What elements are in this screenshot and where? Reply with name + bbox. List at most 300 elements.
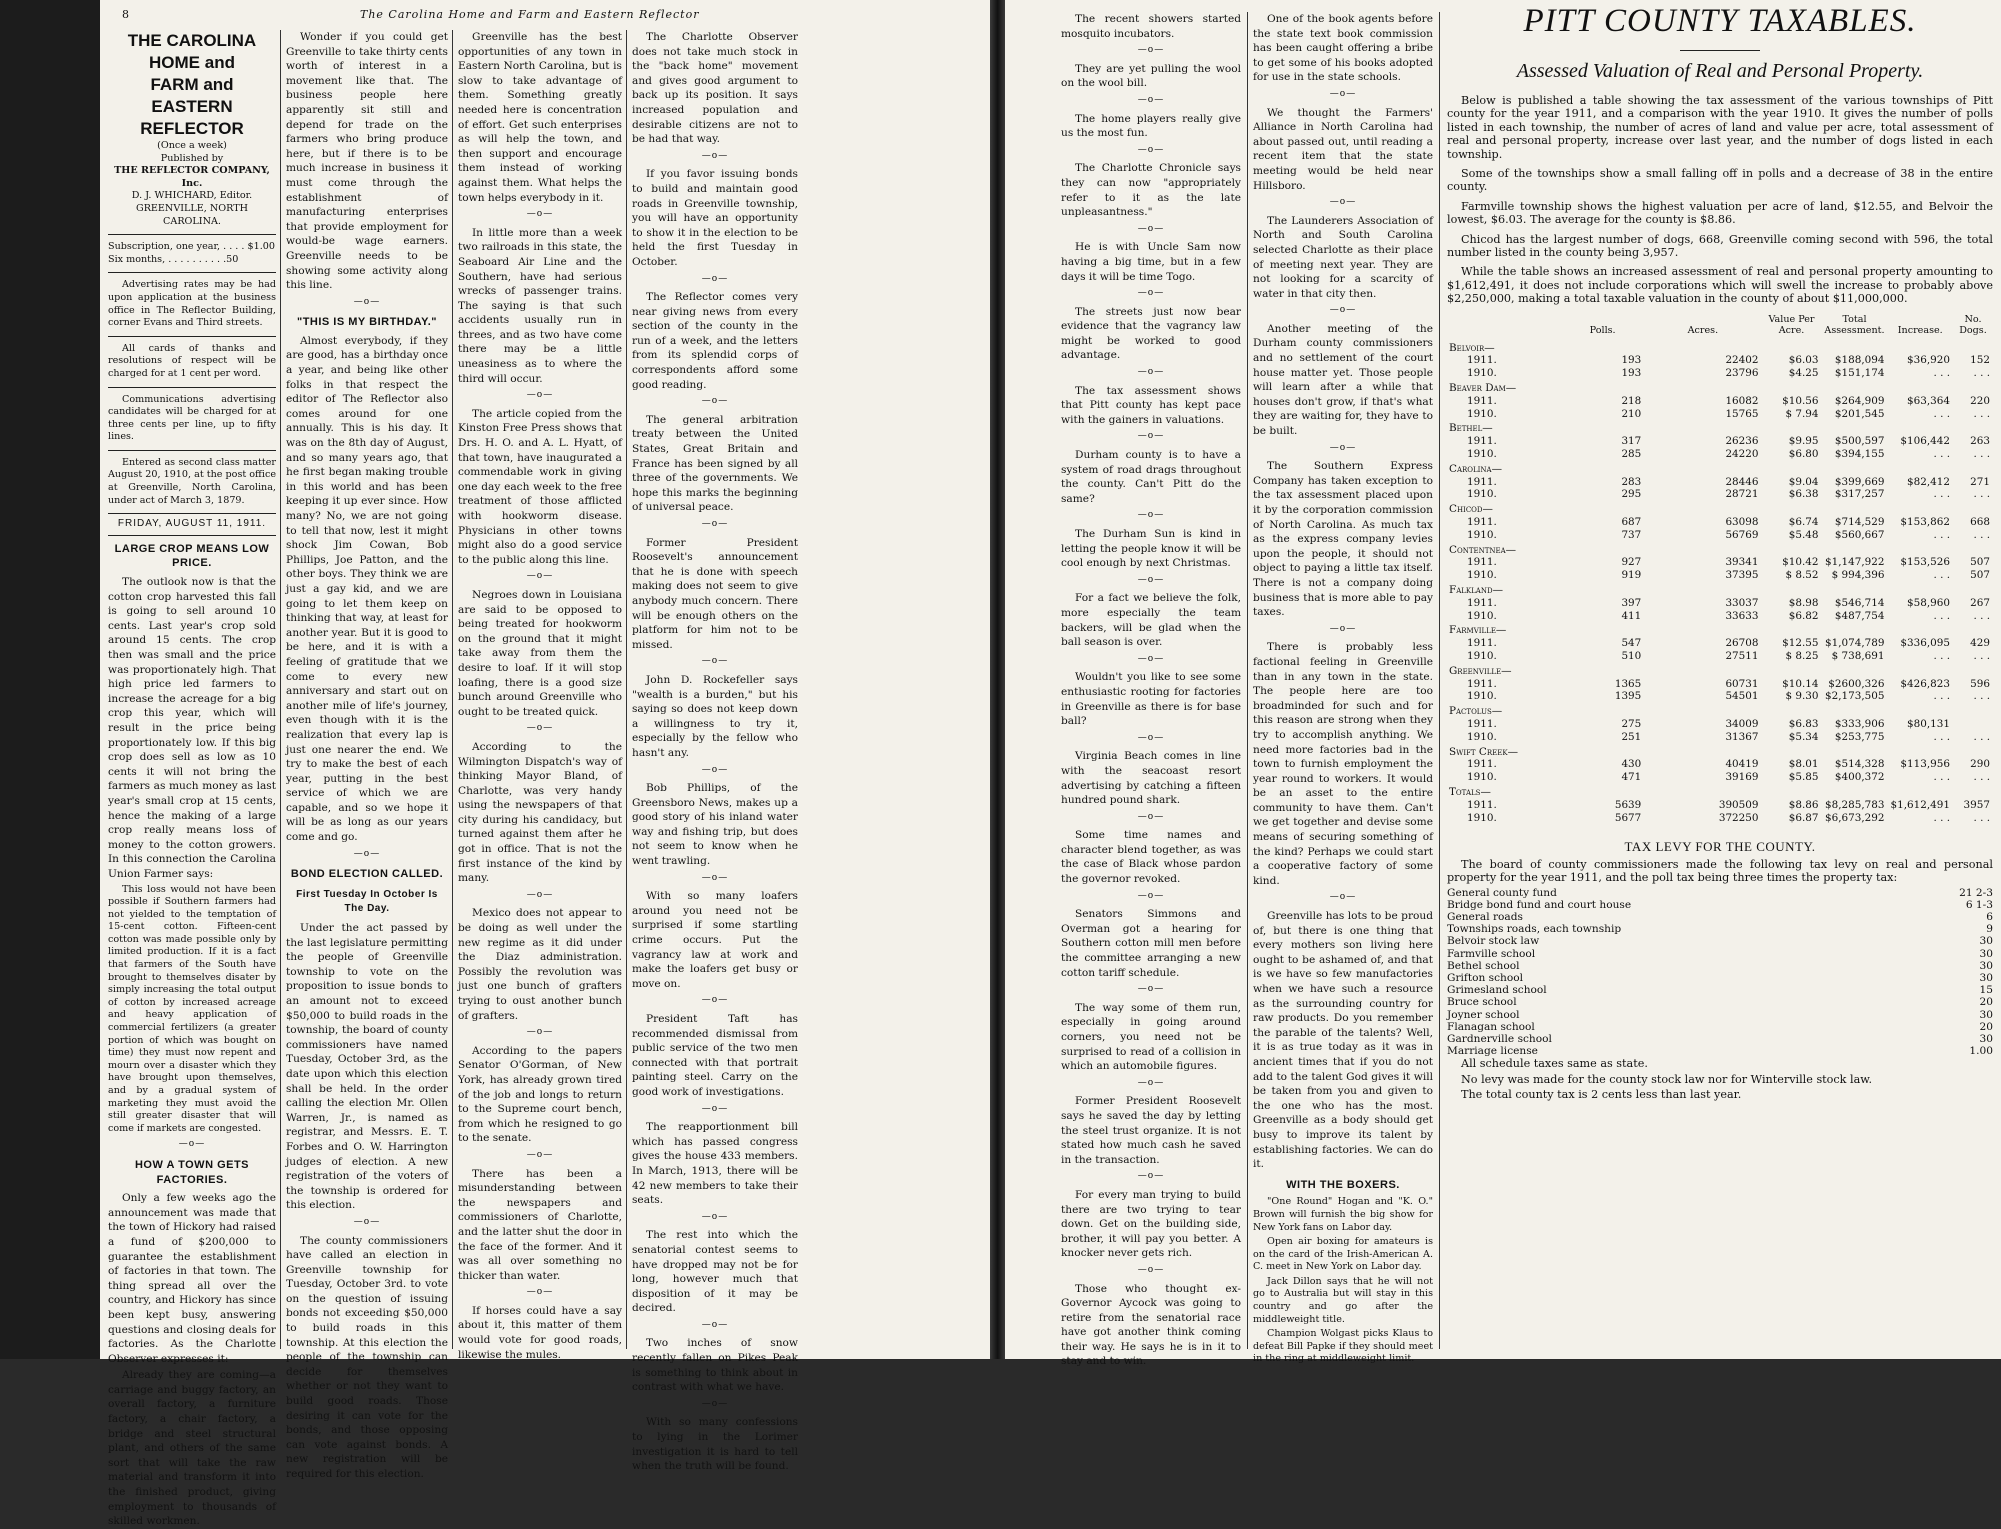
table-cell: . . .: [1933, 730, 1950, 743]
table-cell: 507: [1970, 569, 1990, 582]
paragraph: There has been a misunderstanding between the newspapers and commissioners of Charlotte, and the latter shut the door in the face of the former. And it was all over something no thicker than water.: [458, 1167, 622, 1282]
boxers-item: Open air boxing for amateurs is on the card of the Irish-American A. C. meet in New York on Labor day.: [1253, 1236, 1433, 1273]
table-cell: [1953, 718, 1993, 731]
table-cell: $400,372: [1834, 771, 1885, 784]
paragraph: We thought the Farmers' Alliance in North Carolina had about passed out, until reading a recent item that the state meeting would be held near Hillsboro.: [1253, 106, 1433, 192]
paragraph: Greenville has lots to be proud of, but there is one thing that every mothers son living here ought to be ashamed of, and that is we have so few manufactories when we have such a resource as the surrounding country for raw products. Do you remember the parable of the talents? Well, it is as true today as it was in ancient times that if you do not add to the talent God gives it will be taken from you and given to the one who has the most. Greenville as a body should get busy to improve its talent by establishing factories. We can do it.: [1253, 910, 1433, 1171]
year-cell: 1910.: [1467, 367, 1497, 380]
ornament: —o—: [526, 1027, 554, 1038]
table-cell: $333,906: [1834, 718, 1885, 730]
ornament: —o—: [701, 1319, 729, 1330]
ornament: —o—: [353, 1216, 381, 1227]
table-cell: . . .: [1933, 367, 1950, 380]
levy-row: [1447, 984, 1993, 996]
ornament: —o—: [701, 872, 729, 883]
large-crop-quote: This loss would not have been possible if Southern farmers had not yielded to the temptation of 15-cent cotton. Fifteen-cent cotton was made possible only by limited production. If it is a fact that farmers of the South have brought to themselves disater by simply increasing the total output of cotton by increased acreage and heavy application of commercial fertilizers (a greater portion of which was bought on time) they must now repent and mourn over a disaster which they have brought upon themselves, and by a gradual system of marketing they must avoid the still greater disaster that will come if markets are congested.: [108, 883, 276, 1134]
table-row: [1447, 408, 1993, 421]
table-cell: $6.87: [1788, 811, 1819, 824]
table-cell: 28446: [1725, 475, 1759, 488]
table-cell: $153,862: [1900, 516, 1950, 529]
large-crop-heading: LARGE CROP MEANS LOW PRICE.: [114, 542, 270, 570]
page-number: 8: [122, 8, 129, 21]
paragraph: Two inches of snow recently fallen on Pikes Peak is something to think about in contrast with what we have.: [632, 1337, 798, 1394]
levy-value: 30: [1979, 972, 1993, 985]
table-cell: 33037: [1725, 596, 1759, 609]
township-name: Greenville—: [1449, 664, 1512, 677]
township-row: [1447, 340, 1993, 355]
table-cell: 283: [1621, 475, 1642, 488]
table-cell: $36,920: [1907, 354, 1950, 367]
paragraph: The general arbitration treaty between the United States, Great Britain and France has been signed by all three of the governments. We hope this marks the beginning of universal peace.: [632, 413, 798, 514]
township-name: Bethel—: [1449, 422, 1493, 435]
table-row: [1447, 354, 1993, 367]
table-cell: $5.85: [1788, 771, 1819, 784]
levy-value: 20: [1979, 1020, 1993, 1033]
table-row: [1447, 799, 1993, 812]
township-row: [1447, 420, 1993, 435]
large-crop-paragraph: The outlook now is that the cotton crop harvested this fall is going to sell around 10 cents. Last year's crop sold around 15 cents. The crop then was small and the price was proportionately high. That high price led farmers to increase the acreage for a big crop this year, which will result in the price being proportionately low. If this big crop does sell as low as 10 cents it will not bring the farmers as much money as last year's small crop at 15 cents, hence the making of a large crop really means loss of money to the cotton growers. In this connection the Carolina Union Farmer says:: [108, 576, 276, 880]
paragraph: The rest into which the senatorial contest seems to have dropped may not be for long, however much that disposition of it may be decired.: [632, 1229, 798, 1315]
year-cell: 1911.: [1467, 677, 1497, 690]
township-row: [1447, 380, 1993, 395]
table-row: [1447, 731, 1993, 744]
table-row: [1447, 488, 1993, 501]
levy-note-1: All schedule taxes same as state.: [1461, 1057, 1648, 1071]
table-row: [1447, 812, 1993, 825]
column-rule: [452, 30, 453, 1349]
levy-label: Belvoir stock law: [1447, 935, 1540, 948]
paragraph: The reapportionment bill which has passed congress gives the house 433 members. In March, 1913, there will be 42 new members to take their seats.: [632, 1121, 798, 1207]
table-cell: $317,257: [1834, 488, 1885, 501]
table-row: [1447, 718, 1993, 731]
table-cell: $560,667: [1834, 528, 1885, 541]
table-cell: . . .: [1973, 448, 1990, 461]
paragraph: Former President Roosevelt says he saved the day by letting the steel trust organize. It is not stated how much cash he saved in the transaction.: [1061, 1095, 1241, 1166]
table-cell: 251: [1621, 730, 1642, 743]
factories-paragraph-1: Only a few weeks ago the announcement was made that the town of Hickory had raised a fund of $200,000 to guarantee the establishment of factories in that town. The thing spread all over the country, and Hickory has since been kept busy, answering questions and closing deals for factories. As the Charlotte Observer expresses it:: [108, 1192, 276, 1365]
paragraph: If you favor issuing bonds to build and maintain good roads in Greenville township, you will have an opportunity to show it in the election to be held the first Tuesday in October.: [632, 168, 798, 268]
table-cell: . . .: [1933, 771, 1950, 784]
ornament: —o—: [526, 390, 554, 401]
table-row: [1447, 476, 1993, 489]
table-cell: 40419: [1725, 758, 1759, 771]
column-3: [458, 30, 622, 1361]
table-cell: . . .: [1973, 690, 1990, 703]
masthead-frequency: (Once a week): [157, 140, 227, 151]
table-cell: . . .: [1973, 730, 1990, 743]
table-cell: $8.98: [1788, 596, 1819, 609]
table-cell: $2600,326: [1828, 677, 1885, 690]
paragraph: The tax assessment shows that Pitt county has kept pace with the gainers in valuations.: [1061, 384, 1241, 426]
levy-label: General county fund: [1447, 886, 1557, 899]
paragraph: Negroes down in Louisiana are said to be opposed to being treated for hookworm on the ground that it might take away from them the desire to loaf. If it will stop loafing, there is a good size bunch around Greenville who ought to be treated quick.: [458, 588, 622, 718]
table-cell: 1395: [1614, 690, 1642, 703]
year-cell: 1910.: [1467, 690, 1497, 703]
birthday-paragraph: Almost everybody, if they are good, has a birthday once a year, and being like other folks in that respect the editor of The Reflector also comes around for one annually. This is his day. It was on the 8th day of August, and so many years ago, that he first began making trouble in this world and has been keeping it up ever since. How many? No, we are not going to tell that now, lest it might shock Jim Cowan, Bob Phillips, Joe Patton, and the other boys. They think we are just a gay kid, and we are going to let them keep on thinking that way, at least for another year. But it is good to be here, and it is with a feeling of gratitude that we come to every new anniversary and start out on another mile of life's journey, even though with it is the realization that every lap is just one nearer the end. We try to make the best of each year, putting in the best service of which we are capable, and so we hope it will be as long as our years come and go.: [286, 334, 448, 844]
levy-row: [1447, 899, 1993, 911]
table-cell: 295: [1621, 488, 1642, 501]
paragraph: The Launderers Association of North and South Carolina selected Charlotte as their place of meeting next year. They are not looking for a scarcity of water in that city then.: [1253, 214, 1433, 300]
table-cell: . . .: [1933, 488, 1950, 501]
township-row: [1447, 542, 1993, 557]
year-cell: 1910.: [1467, 730, 1497, 743]
column-rule: [1439, 12, 1440, 1349]
factories-paragraph-3: Wonder if you could get Greenville to take thirty cents worth of interest in a movement like that. The business people here apparently sit still and depend for trade on the farmers who bring produce here, but if there is to be much increase in business it must come through the establishment of manufacturing enterprises that provide employment for would-be wage earners. Greenville needs to be showing some activity along this line.: [286, 31, 448, 292]
table-header-row: [1447, 314, 1993, 340]
year-cell: 1911.: [1467, 718, 1497, 730]
table-cell: $500,597: [1834, 435, 1885, 448]
table-cell: . . .: [1933, 528, 1950, 541]
paragraph: If horses could have a say about it, this matter of them would vote for good roads, likewise the mules.: [458, 1304, 622, 1361]
running-title: The Carolina Home and Farm and Eastern Reflector: [360, 8, 700, 21]
township-name: Chicod—: [1449, 503, 1493, 516]
table-cell: 285: [1621, 448, 1642, 461]
paragraph: Some time names and character blend together, as was the case of Black whose pardon the governor revoked.: [1061, 829, 1241, 886]
levy-value: 30: [1979, 1033, 1993, 1046]
year-cell: 1911.: [1467, 354, 1497, 367]
paragraph: Greenville has the best opportunities of any town in Eastern North Carolina, but is slow to take advantage of them. Something greatly needed here is concentration of effort. Get such enterprises as will help the town, and then support and encourage them instead of working against them. What helps the town helps everybody in it.: [458, 31, 622, 204]
table-row: [1447, 758, 1993, 771]
ornament: —o—: [701, 273, 729, 284]
factories-paragraph-2: Already they are coming—a carriage and buggy factory, an overall factory, a furniture factory, a chair factory, a bridge and steel structural plant, and others of the same sort that will take the raw material and transform it into the finished product, giving employment to thousands of skilled workmen.: [108, 1369, 276, 1528]
column-header: Total Assessment.: [1824, 313, 1885, 336]
ornament: —o—: [1137, 653, 1165, 664]
levy-label: Grimesland school: [1447, 984, 1547, 997]
paragraph: According to the papers Senator O'Gorman, of New York, has already grown tired of the job and longs to return to the Supreme court bench, from which he resigned to go to the senate.: [458, 1044, 622, 1145]
ornament: —o—: [526, 209, 554, 220]
year-cell: 1911.: [1467, 435, 1497, 448]
column-header: Acres.: [1687, 324, 1719, 336]
candidates-notice: Communications advertising candidates will be charged for at three cents per line, up to fifty lines.: [108, 393, 276, 443]
cards-of-thanks: All cards of thanks and resolutions of respect will be charged for at 1 cent per word.: [108, 342, 276, 379]
township-name: Carolina—: [1449, 462, 1502, 475]
levy-label: Bruce school: [1447, 996, 1517, 1009]
ornament: —o—: [1137, 890, 1165, 901]
table-cell: $10.56: [1782, 394, 1819, 407]
table-cell: $ 8.52: [1785, 569, 1819, 582]
table-cell: $113,956: [1900, 758, 1950, 771]
township-name: Contentnea—: [1449, 543, 1517, 556]
table-cell: . . .: [1933, 569, 1950, 582]
year-cell: 1911.: [1467, 516, 1497, 529]
table-cell: 429: [1970, 637, 1990, 650]
ornament: —o—: [526, 1149, 554, 1160]
table-cell: $399,669: [1834, 475, 1885, 488]
table-cell: 263: [1970, 435, 1990, 448]
table-cell: $394,155: [1834, 448, 1885, 461]
levy-row: [1447, 1033, 1993, 1045]
table-cell: 39341: [1725, 556, 1759, 569]
ornament: —o—: [1137, 94, 1165, 105]
table-cell: 15765: [1725, 407, 1759, 420]
levy-label: General roads: [1447, 911, 1523, 923]
table-cell: $9.04: [1788, 475, 1819, 488]
column-1: [108, 30, 276, 1528]
ornament: —o—: [701, 150, 729, 161]
ornament: —o—: [701, 519, 729, 529]
table-cell: $58,960: [1907, 596, 1950, 609]
ornament: —o—: [1329, 623, 1357, 634]
table-cell: 397: [1621, 596, 1642, 609]
table-cell: $12.55: [1782, 637, 1819, 650]
table-row: [1447, 637, 1993, 650]
levy-row: [1447, 887, 1993, 899]
levy-row: [1447, 935, 1993, 947]
paragraph: For a fact we believe the folk, more especially the team backers, will be glad when the ball season is over.: [1061, 592, 1241, 649]
table-row: [1447, 771, 1993, 784]
table-cell: 152: [1970, 354, 1990, 367]
table-row: [1447, 650, 1993, 663]
taxables-paragraph-1: Below is published a table showing the tax assessment of the various townships of Pitt county for the year 1911, and a comparison with the year 1910. It gives the number of polls listed in each township, the number of acres of land and value per acre, total assessment of real and personal property, increase over last year, and the number of dogs listed in each township.: [1447, 94, 1993, 161]
column-header: Increase.: [1897, 324, 1943, 336]
table-cell: 26708: [1725, 637, 1759, 650]
ornament: —o—: [701, 396, 729, 407]
paragraph: The recent showers started mosquito incubators.: [1061, 13, 1241, 40]
column-rule: [626, 30, 627, 1349]
table-cell: 26236: [1725, 435, 1759, 448]
column-rule: [280, 30, 281, 1349]
township-name: Farmville—: [1449, 624, 1507, 637]
table-cell: 919: [1621, 569, 1642, 582]
paragraph: President Taft has recommended dismissal from public service of the two men connected with that portrait painting steel. Carry on the good work of investigations.: [632, 1013, 798, 1098]
table-cell: $253,775: [1834, 730, 1885, 743]
ornament: —o—: [1137, 732, 1165, 743]
table-cell: $188,094: [1834, 354, 1885, 367]
paragraph: The Southern Express Company has taken exception to the tax assessment placed upon it by the corporation commission of North Carolina. As much tax as the express company levies upon the people, it should not object to paying a little tax itself. There is not a company doing business that is more able to pay taxes.: [1253, 460, 1433, 619]
paragraph: Mexico does not appear to be doing as well under the new regime as it did under the Diaz administration. Possibly the revolution was just one bunch of grafters trying to oust another bunch of grafters.: [458, 907, 622, 1022]
levy-value: 30: [1979, 947, 1993, 960]
levy-note-3: The total county tax is 2 cents less than last year.: [1461, 1088, 1742, 1102]
levy-row: [1447, 948, 1993, 960]
column-header: No. Dogs.: [1959, 313, 1987, 336]
year-cell: 1911.: [1467, 637, 1497, 650]
table-cell: 33633: [1725, 609, 1759, 622]
paragraph: The home players really give us the most fun.: [1061, 112, 1241, 140]
paragraph: With so many loafers around you need not be surprised if some startling crime occurs. Put the vagrancy law at work and make the loafers get busy or move on.: [632, 890, 798, 990]
ornament: —o—: [701, 995, 729, 1006]
township-row: [1447, 703, 1993, 718]
levy-intro: The board of county commissioners made the following tax levy on real and personal property for the year 1911, and the poll tax being three times the property tax:: [1447, 857, 1993, 885]
levy-value: 30: [1979, 935, 1993, 948]
township-row: [1447, 501, 1993, 516]
table-cell: $426,823: [1900, 677, 1950, 690]
paragraph: Durham county is to have a system of road drags throughout the county. Can't Pitt do the same?: [1061, 449, 1241, 505]
bond-paragraph-2: The county commissioners have called an election in Greenville township for Tuesday, October 3rd. to vote on the question of issuing bonds not exceeding $50,000 to build roads in this township. At this election the people of the township can decide for themselves whether or not they want to build good roads. Those desiring it can vote for the bonds, and those opposing can vote against bonds. A new registration will be required for this election.: [286, 1234, 448, 1480]
ornament: —o—: [701, 656, 729, 667]
table-cell: $487,754: [1834, 609, 1885, 622]
table-cell: 63098: [1725, 516, 1759, 529]
ornament: —o—: [1137, 574, 1165, 585]
ornament: —o—: [1137, 45, 1165, 56]
entered-notice: Entered as second class matter August 20, 1910, at the post office at Greenville, North Carolina, under act of March 3, 1879.: [108, 456, 276, 506]
table-cell: 220: [1970, 394, 1990, 407]
table-cell: $1,074,789: [1825, 637, 1885, 650]
right-page: [1005, 0, 2001, 1368]
table-cell: 24220: [1725, 448, 1759, 461]
subscription-year: Subscription, one year, . . . . $1.00: [108, 241, 275, 253]
levy-label: Joyner school: [1447, 1008, 1520, 1021]
ornament: —o—: [1137, 367, 1165, 378]
table-cell: 1365: [1614, 677, 1642, 690]
running-head: [100, 6, 990, 24]
year-cell: 1910.: [1467, 771, 1497, 784]
ornament: —o—: [1329, 197, 1357, 208]
ornament: —o—: [1137, 811, 1165, 822]
table-cell: 737: [1621, 528, 1642, 541]
year-cell: 1910.: [1467, 811, 1497, 824]
year-cell: 1911.: [1467, 758, 1497, 771]
table-cell: . . .: [1973, 367, 1990, 380]
column-2: [286, 30, 448, 1480]
paragraph: One of the book agents before the state text book commission has been caught offering a bribe to get some of his books adopted for use in the state schools.: [1253, 13, 1433, 84]
table-cell: $106,442: [1900, 435, 1950, 448]
masthead-company: THE REFLECTOR COMPANY, Inc.: [114, 165, 270, 189]
levy-value: 20: [1979, 996, 1993, 1009]
table-cell: $2,173,505: [1825, 690, 1885, 703]
levy-value: 30: [1979, 959, 1993, 972]
table-cell: 927: [1621, 556, 1642, 569]
ornament: —o—: [1329, 892, 1357, 903]
masthead-line-3: REFLECTOR: [140, 119, 244, 138]
table-cell: $82,412: [1907, 475, 1950, 488]
table-cell: . . .: [1973, 528, 1990, 541]
ornament: —o—: [1329, 305, 1357, 316]
table-cell: . . .: [1933, 448, 1950, 461]
levy-row: [1447, 996, 1993, 1008]
table-cell: $6,673,292: [1825, 811, 1885, 824]
paragraph: Former President Roosevelt's announcement that he is done with speech making does not seem to give anybody much concern. There will be enough others on the platform for him not to be missed.: [632, 536, 798, 651]
table-cell: $201,545: [1834, 407, 1885, 420]
table-row: [1447, 367, 1993, 380]
year-cell: 1910.: [1467, 407, 1497, 420]
table-cell: $ 9.30: [1785, 690, 1819, 703]
table-cell: $546,714: [1834, 596, 1885, 609]
table-cell: $336,095: [1900, 637, 1950, 650]
taxables-section: [1447, 4, 1993, 1351]
boxers-item: Jack Dillon says that he will not go to Australia but will stay in this country and go after the middleweight title.: [1253, 1275, 1433, 1325]
ornament: —o—: [526, 889, 554, 900]
paragraph: The article copied from the Kinston Free Press shows that Drs. H. O. and A. L. Hyatt, of that town, have inaugurated a commendable work in giving one day each week to the free treatment of those afflicted with hookworm disease. Physicians in other towns might also do a good service to the public along this line.: [458, 407, 622, 566]
ornament: —o—: [1329, 88, 1357, 99]
paragraph: The streets just now bear evidence that the vagrancy law might be worked to good advantage.: [1061, 305, 1241, 362]
table-cell: $6.80: [1788, 448, 1819, 461]
table-cell: 290: [1970, 758, 1990, 771]
levy-value: 15: [1979, 984, 1993, 997]
table-cell: 210: [1621, 407, 1642, 420]
birthday-heading: "THIS IS MY BIRTHDAY.": [296, 316, 437, 329]
table-cell: $6.03: [1788, 354, 1819, 367]
paragraph: Another meeting of the Durham county commissioners and no settlement of the court house matter yet. Those people will learn after a while that houses don't grow, if that's what they are waiting for, they have to be built.: [1253, 322, 1433, 438]
levy-value: 6 1-3: [1965, 898, 1993, 911]
table-cell: 31367: [1725, 730, 1759, 743]
table-row: [1447, 448, 1993, 461]
levy-value: 9: [1986, 923, 1993, 936]
table-cell: $ 738,691: [1831, 650, 1885, 663]
ornament: —o—: [701, 1103, 729, 1114]
table-row: [1447, 597, 1993, 610]
table-cell: $4.25: [1788, 367, 1819, 380]
table-cell: $80,131: [1907, 718, 1950, 730]
year-cell: 1910.: [1467, 650, 1497, 663]
paragraph: The Charlotte Observer does not take much stock in the "back home" movement and gives good argument to back up its position. It says increased population and desirable citizens are not to be had that way.: [632, 31, 798, 146]
table-cell: . . .: [1973, 811, 1990, 824]
township-name: Totals—: [1449, 785, 1491, 798]
masthead-editor: D. J. WHICHARD, Editor.: [131, 190, 253, 202]
table-row: [1447, 516, 1993, 529]
table-cell: 271: [1970, 475, 1990, 488]
table-cell: 16082: [1725, 394, 1759, 407]
table-cell: 56769: [1725, 528, 1759, 541]
levy-label: Marriage license: [1447, 1045, 1538, 1058]
table-cell: $6.82: [1788, 609, 1819, 622]
township-row: [1447, 663, 1993, 678]
table-cell: $151,174: [1834, 367, 1885, 380]
table-cell: 510: [1621, 650, 1642, 663]
year-cell: 1911.: [1467, 556, 1497, 569]
table-cell: 507: [1970, 556, 1990, 569]
levy-label: Flanagan school: [1447, 1020, 1535, 1033]
levy-label: Farmville school: [1447, 947, 1536, 960]
paragraph: There is probably less factional feeling in Greenville than in any town in the state. The people here are too broadminded for such and for this reason are strong when they try to accomplish anything. We need more factories bad in the town to furnish employment the year round to workers. It would be an asset to the entire community to have them. Can't we get together and devise some means of securing something of the kind? Perhaps we could start a cooperative factory of some kind.: [1253, 641, 1433, 887]
paragraph: The way some of them run, especially in going around corners, you need not be surprised to read of a collision in which an automobile figures.: [1061, 1001, 1241, 1073]
levy-label: Bridge bond fund and court house: [1447, 898, 1632, 911]
paragraph: The Durham Sun is kind in letting the people know it will be cool enough by next Christmas.: [1061, 528, 1241, 570]
levy-value: 30: [1979, 1008, 1993, 1021]
table-cell: $6.83: [1788, 718, 1819, 730]
column-b: [1253, 12, 1433, 1365]
table-row: [1447, 610, 1993, 623]
ornament: —o—: [701, 1398, 729, 1409]
table-row: [1447, 556, 1993, 569]
page-gutter: [990, 0, 1005, 1359]
table-cell: . . .: [1973, 609, 1990, 622]
levy-label: Bethel school: [1447, 959, 1520, 972]
table-cell: 547: [1621, 637, 1642, 650]
table-cell: $153,526: [1900, 556, 1950, 569]
taxables-paragraph-2: Some of the townships show a small falling off in polls and a decrease of 38 in the entire county.: [1447, 167, 1993, 194]
table-cell: 3957: [1963, 798, 1990, 811]
table-cell: . . .: [1933, 811, 1950, 824]
paragraph: According to the Wilmington Dispatch's way of thinking Mayor Bland, of Charlotte, was very handy using the newspapers of that city during his candidacy, but turned against them after he got in office. That is not the first instance of the kind by many.: [458, 740, 622, 885]
column-header: Value Per Acre.: [1768, 313, 1815, 336]
table-row: [1447, 678, 1993, 691]
ornament: —o—: [1137, 223, 1165, 234]
ornament: —o—: [353, 296, 381, 307]
ornament: —o—: [526, 723, 554, 734]
table-cell: $63,364: [1907, 394, 1950, 407]
township-name: Swift Creek—: [1449, 745, 1518, 758]
table-cell: . . .: [1973, 407, 1990, 420]
table-cell: $514,328: [1834, 758, 1885, 771]
ornament: —o—: [1137, 984, 1165, 995]
township-row: [1447, 744, 1993, 759]
ornament: —o—: [1137, 1264, 1165, 1275]
table-cell: . . .: [1933, 650, 1950, 663]
township-name: Falkland—: [1449, 584, 1503, 597]
paragraph: With so many confessions to lying in the Lorimer investigation it is hard to tell when the truth will be found.: [632, 1416, 798, 1473]
table-cell: 687: [1621, 516, 1642, 529]
levy-value: 6: [1986, 911, 1993, 923]
table-cell: $8.86: [1788, 798, 1819, 811]
year-cell: 1911.: [1467, 475, 1497, 488]
table-cell: 218: [1621, 394, 1642, 407]
table-cell: $ 7.94: [1785, 407, 1819, 420]
boxers-item: Champion Wolgast picks Klaus to defeat Bill Papke if they should meet in the ring at middleweight limit.: [1253, 1328, 1433, 1365]
table-cell: 28721: [1725, 488, 1759, 501]
paragraph: The Reflector comes very near giving news from every section of the county in the run of a week, and the letters from its splendid corps of correspondents afford some good reading.: [632, 291, 798, 391]
table-cell: $8.01: [1788, 758, 1819, 771]
table-cell: 471: [1621, 771, 1642, 784]
